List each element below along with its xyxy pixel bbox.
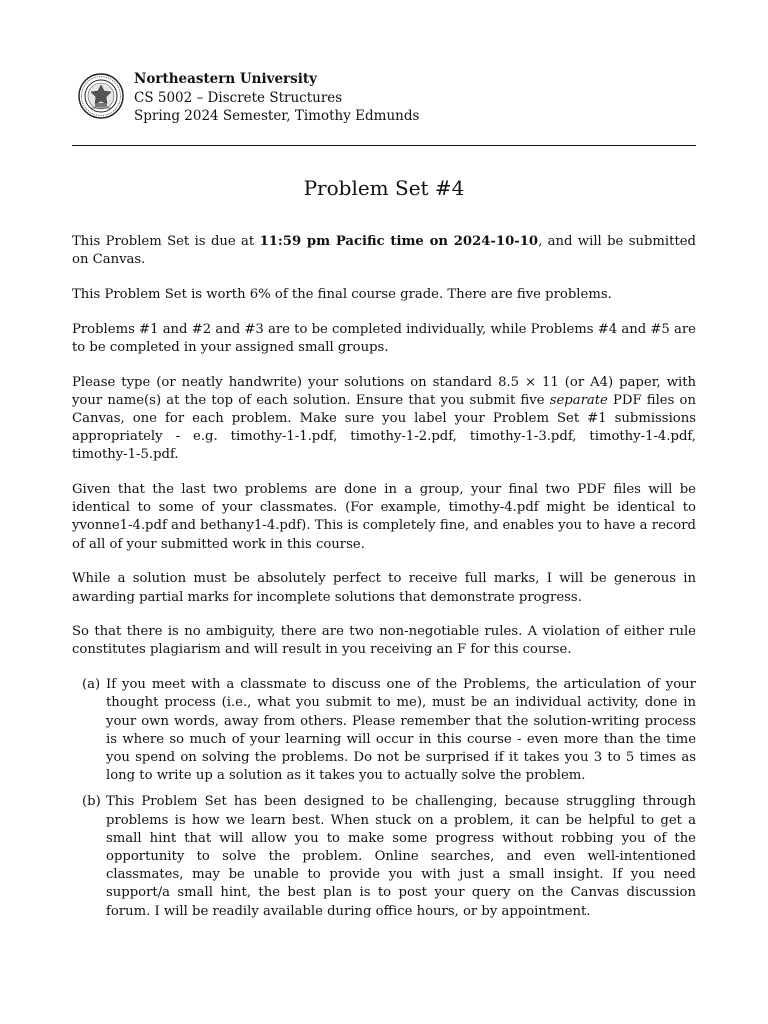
individual-paragraph: Problems #1 and #2 and #3 are to be completed individually, while Problems #4 and #5 are to be completed in your assigned small groups. [72,321,696,355]
format-paragraph [72,374,696,465]
document-body [72,233,696,929]
page-title: Problem Set #4 [303,176,465,200]
list-item-marker: (a) [82,677,101,693]
list-item-text: If you meet with a classmate to discuss one of the Problems, the articulation of your thought process (i.e., what you submit to me), must be an individual activity, done in your own words, away from others. Please remember that the solution-writing process is where so much of your learning will occur in this course - even more than the time you spend on solving the problems. Do not be surprised if it takes you 3 to 5 times as long to write up a solution as it takes you to actually solve the problem. [106,677,696,784]
term-and-instructor: Spring 2024 Semester, Timothy Edmunds [134,108,420,124]
list-item-marker: (b) [82,794,101,810]
list-item [72,793,696,920]
due-text-pre: This Problem Set is due at [72,234,260,249]
document-header [78,70,698,130]
partial-marks-paragraph: While a solution must be absolutely perfect to receive full marks, I will be generous in awarding partial marks for incomplete solutions that demonstrate progress. [72,571,696,605]
due-paragraph [72,233,696,269]
header-divider [72,145,696,146]
due-date: 11:59 pm Pacific time on 2024-10-10 [259,234,539,249]
format-text-post: PDF files on Canvas, one for each problem. Make sure you label your Problem Set #1 submissions appropriately - e.g. timothy-1-1.pdf, timothy-1-2.pdf, timothy-1-3.pdf, timothy-1-4.pdf, timothy-1-5.pdf. [72,392,696,463]
university-seal-icon [78,73,124,119]
due-text-post: , and will be submitted on Canvas. [72,234,696,268]
format-text-pre: Please type (or neatly handwrite) your solutions on standard 8.5 × 11 (or A4) paper, with your name(s) at the top of each solution. Ensure that you submit five [72,374,696,408]
rules-list [72,676,696,921]
worth-paragraph: This Problem Set is worth 6% of the final course grade. There are five problems. [72,286,612,302]
course-name: CS 5002 – Discrete Structures [134,89,343,106]
list-item-text: This Problem Set has been designed to be challenging, because struggling through problems is how we learn best. When stuck on a problem, it can be helpful to get a small hint that will allow you to make some progress without robbing you of the opportunity to solve the problem. Online searches, and even well-intentioned classmates, may be unable to provide you with just a small insight. If you need support/a small hint, the best plan is to post your query on the Canvas discussion forum. I will be readily available during office hours, or by appointment. [106,794,696,919]
header-text [134,70,419,126]
format-text-italic: separate [549,392,608,408]
rules-intro-paragraph: So that there is no ambiguity, there are two non-negotiable rules. A violation of either rule constitutes plagiarism and will result in you receiving an F for this course. [72,624,696,658]
list-item [72,676,696,785]
university-name: Northeastern University [134,71,317,87]
group-paragraph: Given that the last two problems are done in a group, your final two PDF files will be identical to some of your classmates. (For example, timothy-4.pdf might be identical to yvonne1-4.pdf and bethany1-4.pdf). This is completely fine, and enables you to have a record of all of your submitted work in this course. [72,482,696,552]
